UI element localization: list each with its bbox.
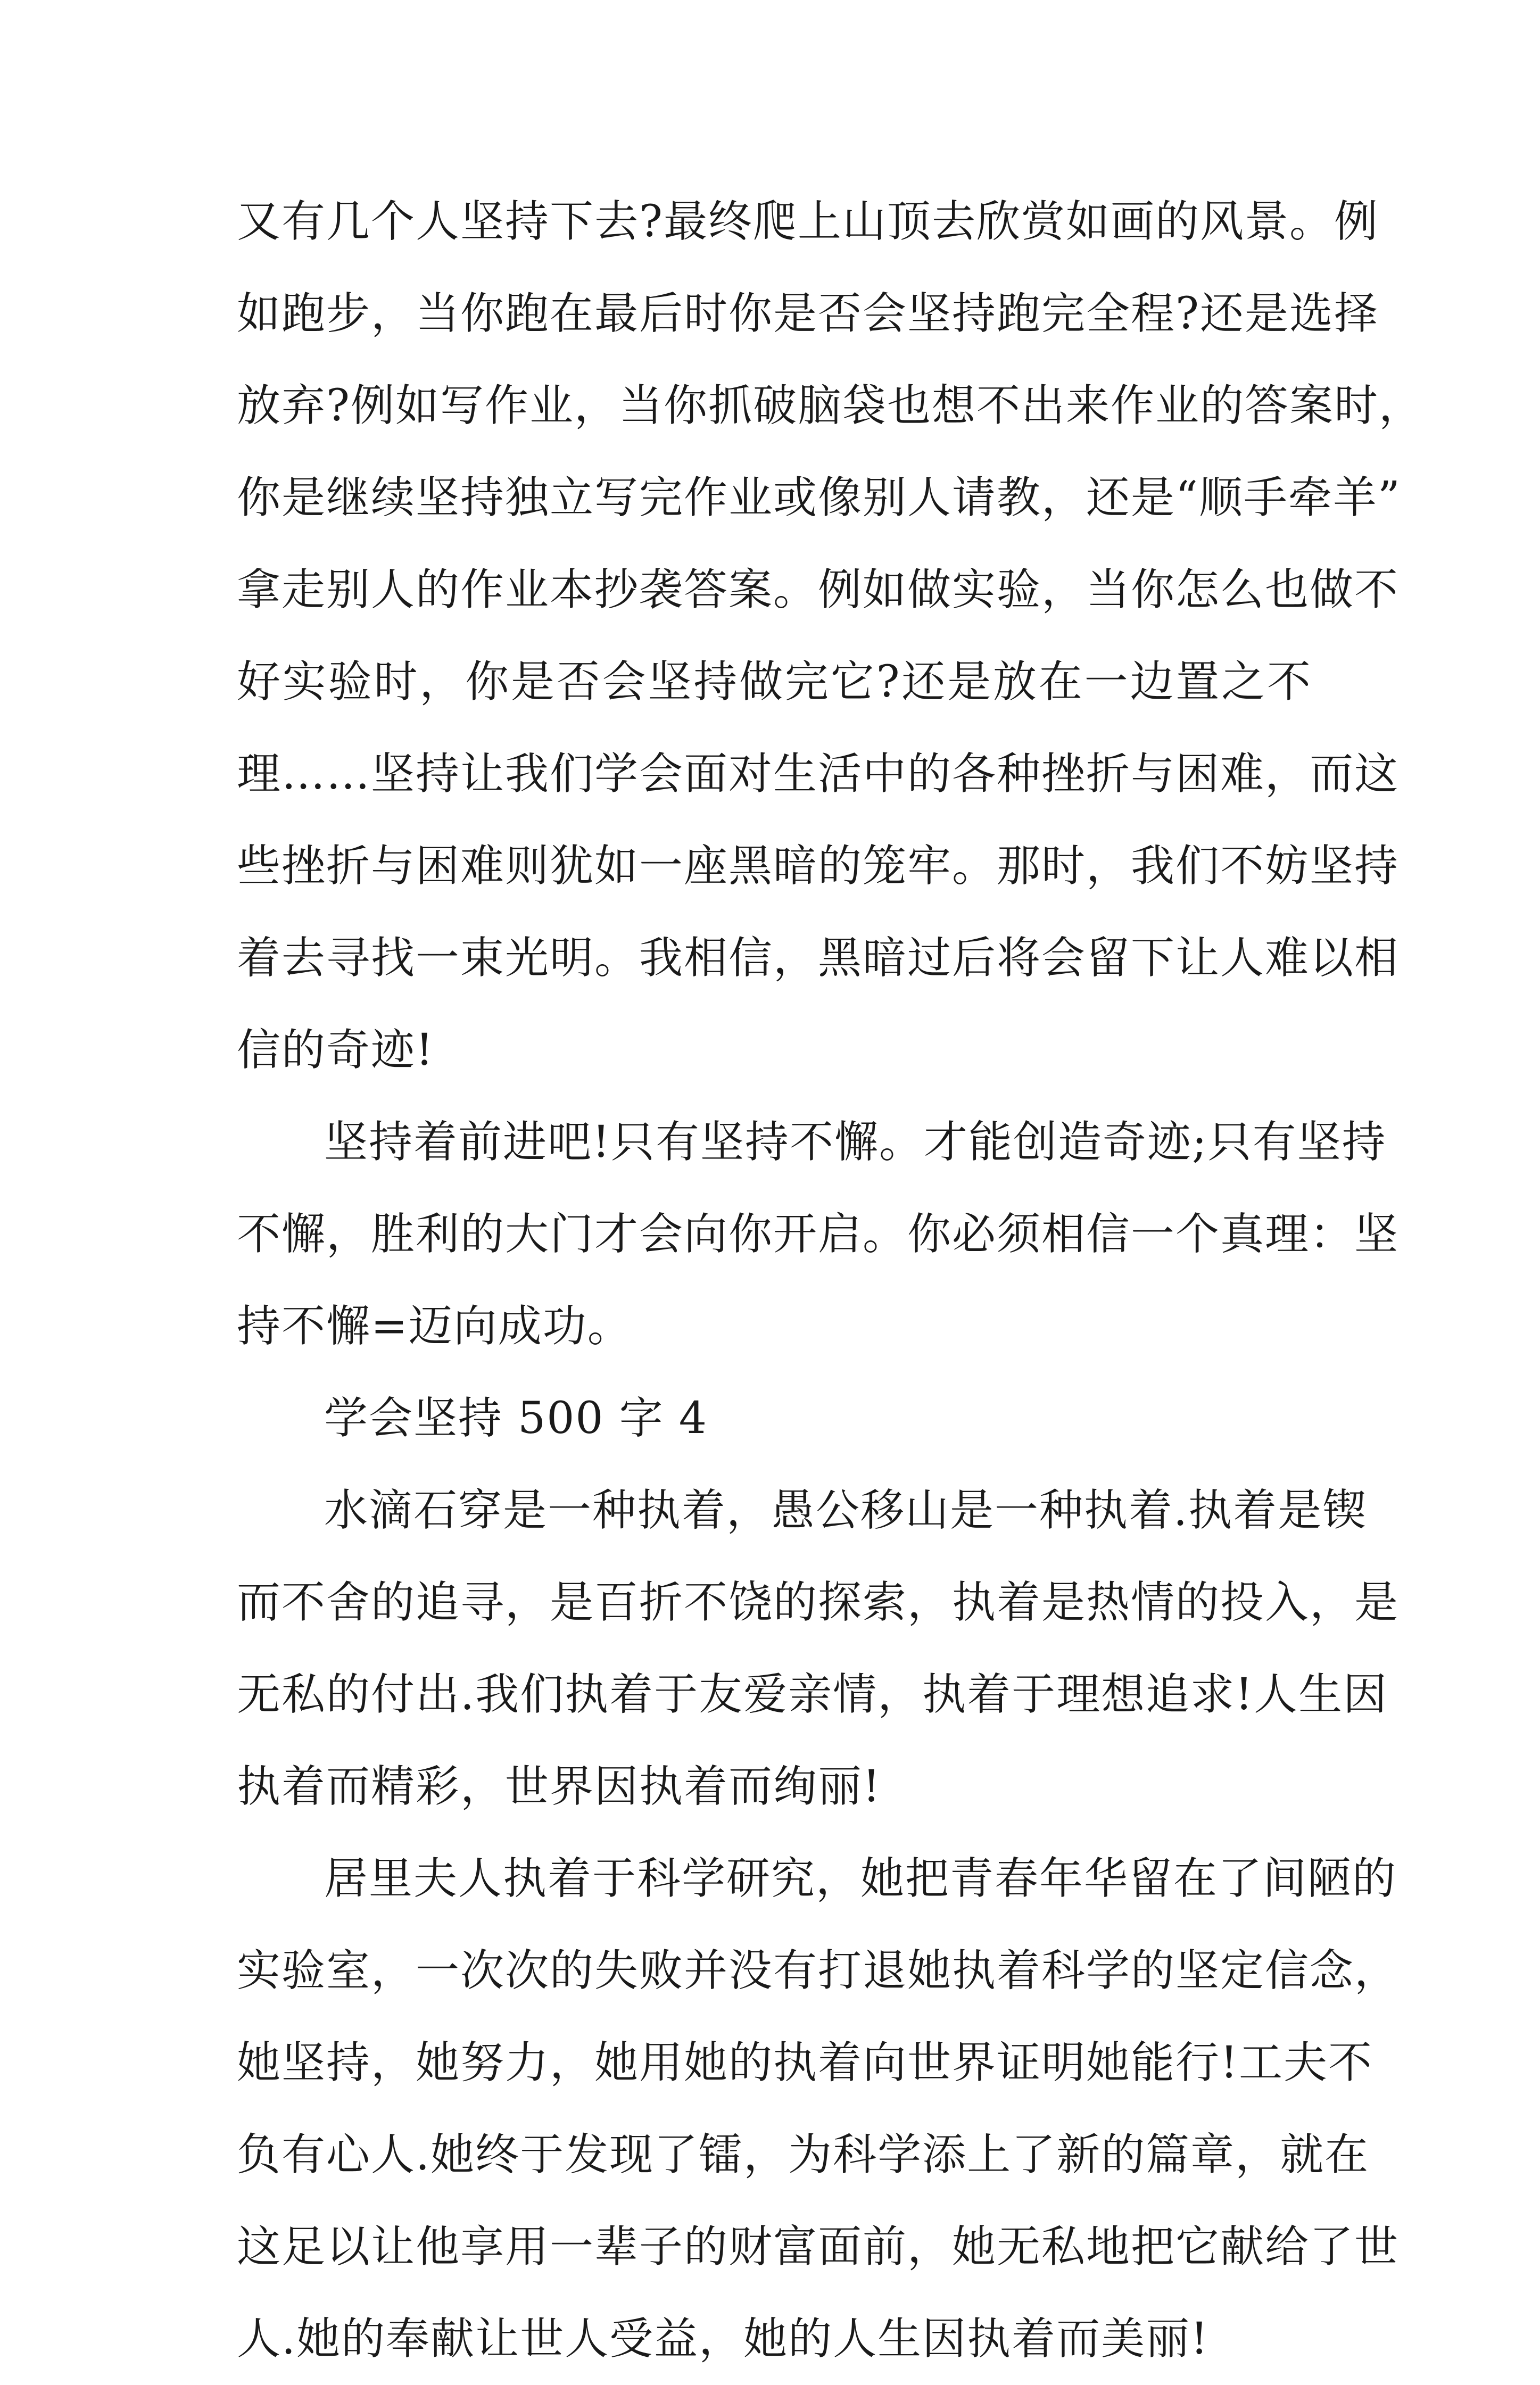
section-heading: 学会坚持 500 字 4 xyxy=(324,1393,708,1444)
text-line: 负有心人.她终于发现了镭，为科学添上了新的篇章，就在 xyxy=(237,2130,1370,2180)
text-line: 你是继续坚持独立写完作业或像别人请教，还是“顺手牵羊” xyxy=(237,473,1401,523)
document-body xyxy=(237,176,1423,2385)
text-line: 如跑步，当你跑在最后时你是否会坚持跑完全程?还是选择 xyxy=(237,288,1379,339)
text-line: 不懈，胜利的大门才会向你开启。你必须相信一个真理：坚 xyxy=(237,1209,1400,1260)
text-line: 无私的付出.我们执着于友爱亲情，执着于理想追求!人生因 xyxy=(237,1669,1388,1720)
text-line: 信的奇迹! xyxy=(237,1025,434,1075)
text-line: 些挫折与困难则犹如一座黑暗的笼牢。那时，我们不妨坚持 xyxy=(237,841,1400,891)
text-line: 她坚持，她努力，她用她的执着向世界证明她能行!工夫不 xyxy=(237,2038,1373,2088)
text-line: 这足以让他享用一辈子的财富面前，她无私地把它献给了世 xyxy=(237,2222,1400,2272)
text-line: 而不舍的追寻，是百折不饶的探索，执着是热情的投入，是 xyxy=(237,1577,1400,1628)
paragraph-first-line: 水滴石穿是一种执着，愚公移山是一种执着.执着是锲 xyxy=(324,1485,1368,1536)
text-line: 实验室，一次次的失败并没有打退她执着科学的坚定信念， xyxy=(237,1945,1400,1996)
text-line: 执着而精彩，世界因执着而绚丽! xyxy=(237,1761,881,1812)
paragraph-first-line: 居里夫人执着于科学研究，她把青春年华留在了间陋的 xyxy=(324,1853,1397,1904)
text-line: 好实验时，你是否会坚持做完它?还是放在一边置之不 xyxy=(237,657,1312,707)
text-line: 拿走别人的作业本抄袭答案。例如做实验，当你怎么也做不 xyxy=(237,565,1400,615)
text-line: 又有几个人坚持下去?最终爬上山顶去欣赏如画的风景。例 xyxy=(237,196,1379,247)
paragraph-first-line: 坚持着前进吧!只有坚持不懈。才能创造奇迹;只有坚持 xyxy=(324,1117,1387,1167)
text-line: 着去寻找一束光明。我相信，黑暗过后将会留下让人难以相 xyxy=(237,933,1400,983)
text-line: 持不懈=迈向成功。 xyxy=(237,1301,632,1352)
text-line: 理……坚持让我们学会面对生活中的各种挫折与困难，而这 xyxy=(237,749,1400,799)
text-line: 放弃?例如写作业，当你抓破脑袋也想不出来作业的答案时， xyxy=(237,380,1423,431)
text-line: 人.她的奉献让世人受益，她的人生因执着而美丽! xyxy=(237,2314,1210,2364)
